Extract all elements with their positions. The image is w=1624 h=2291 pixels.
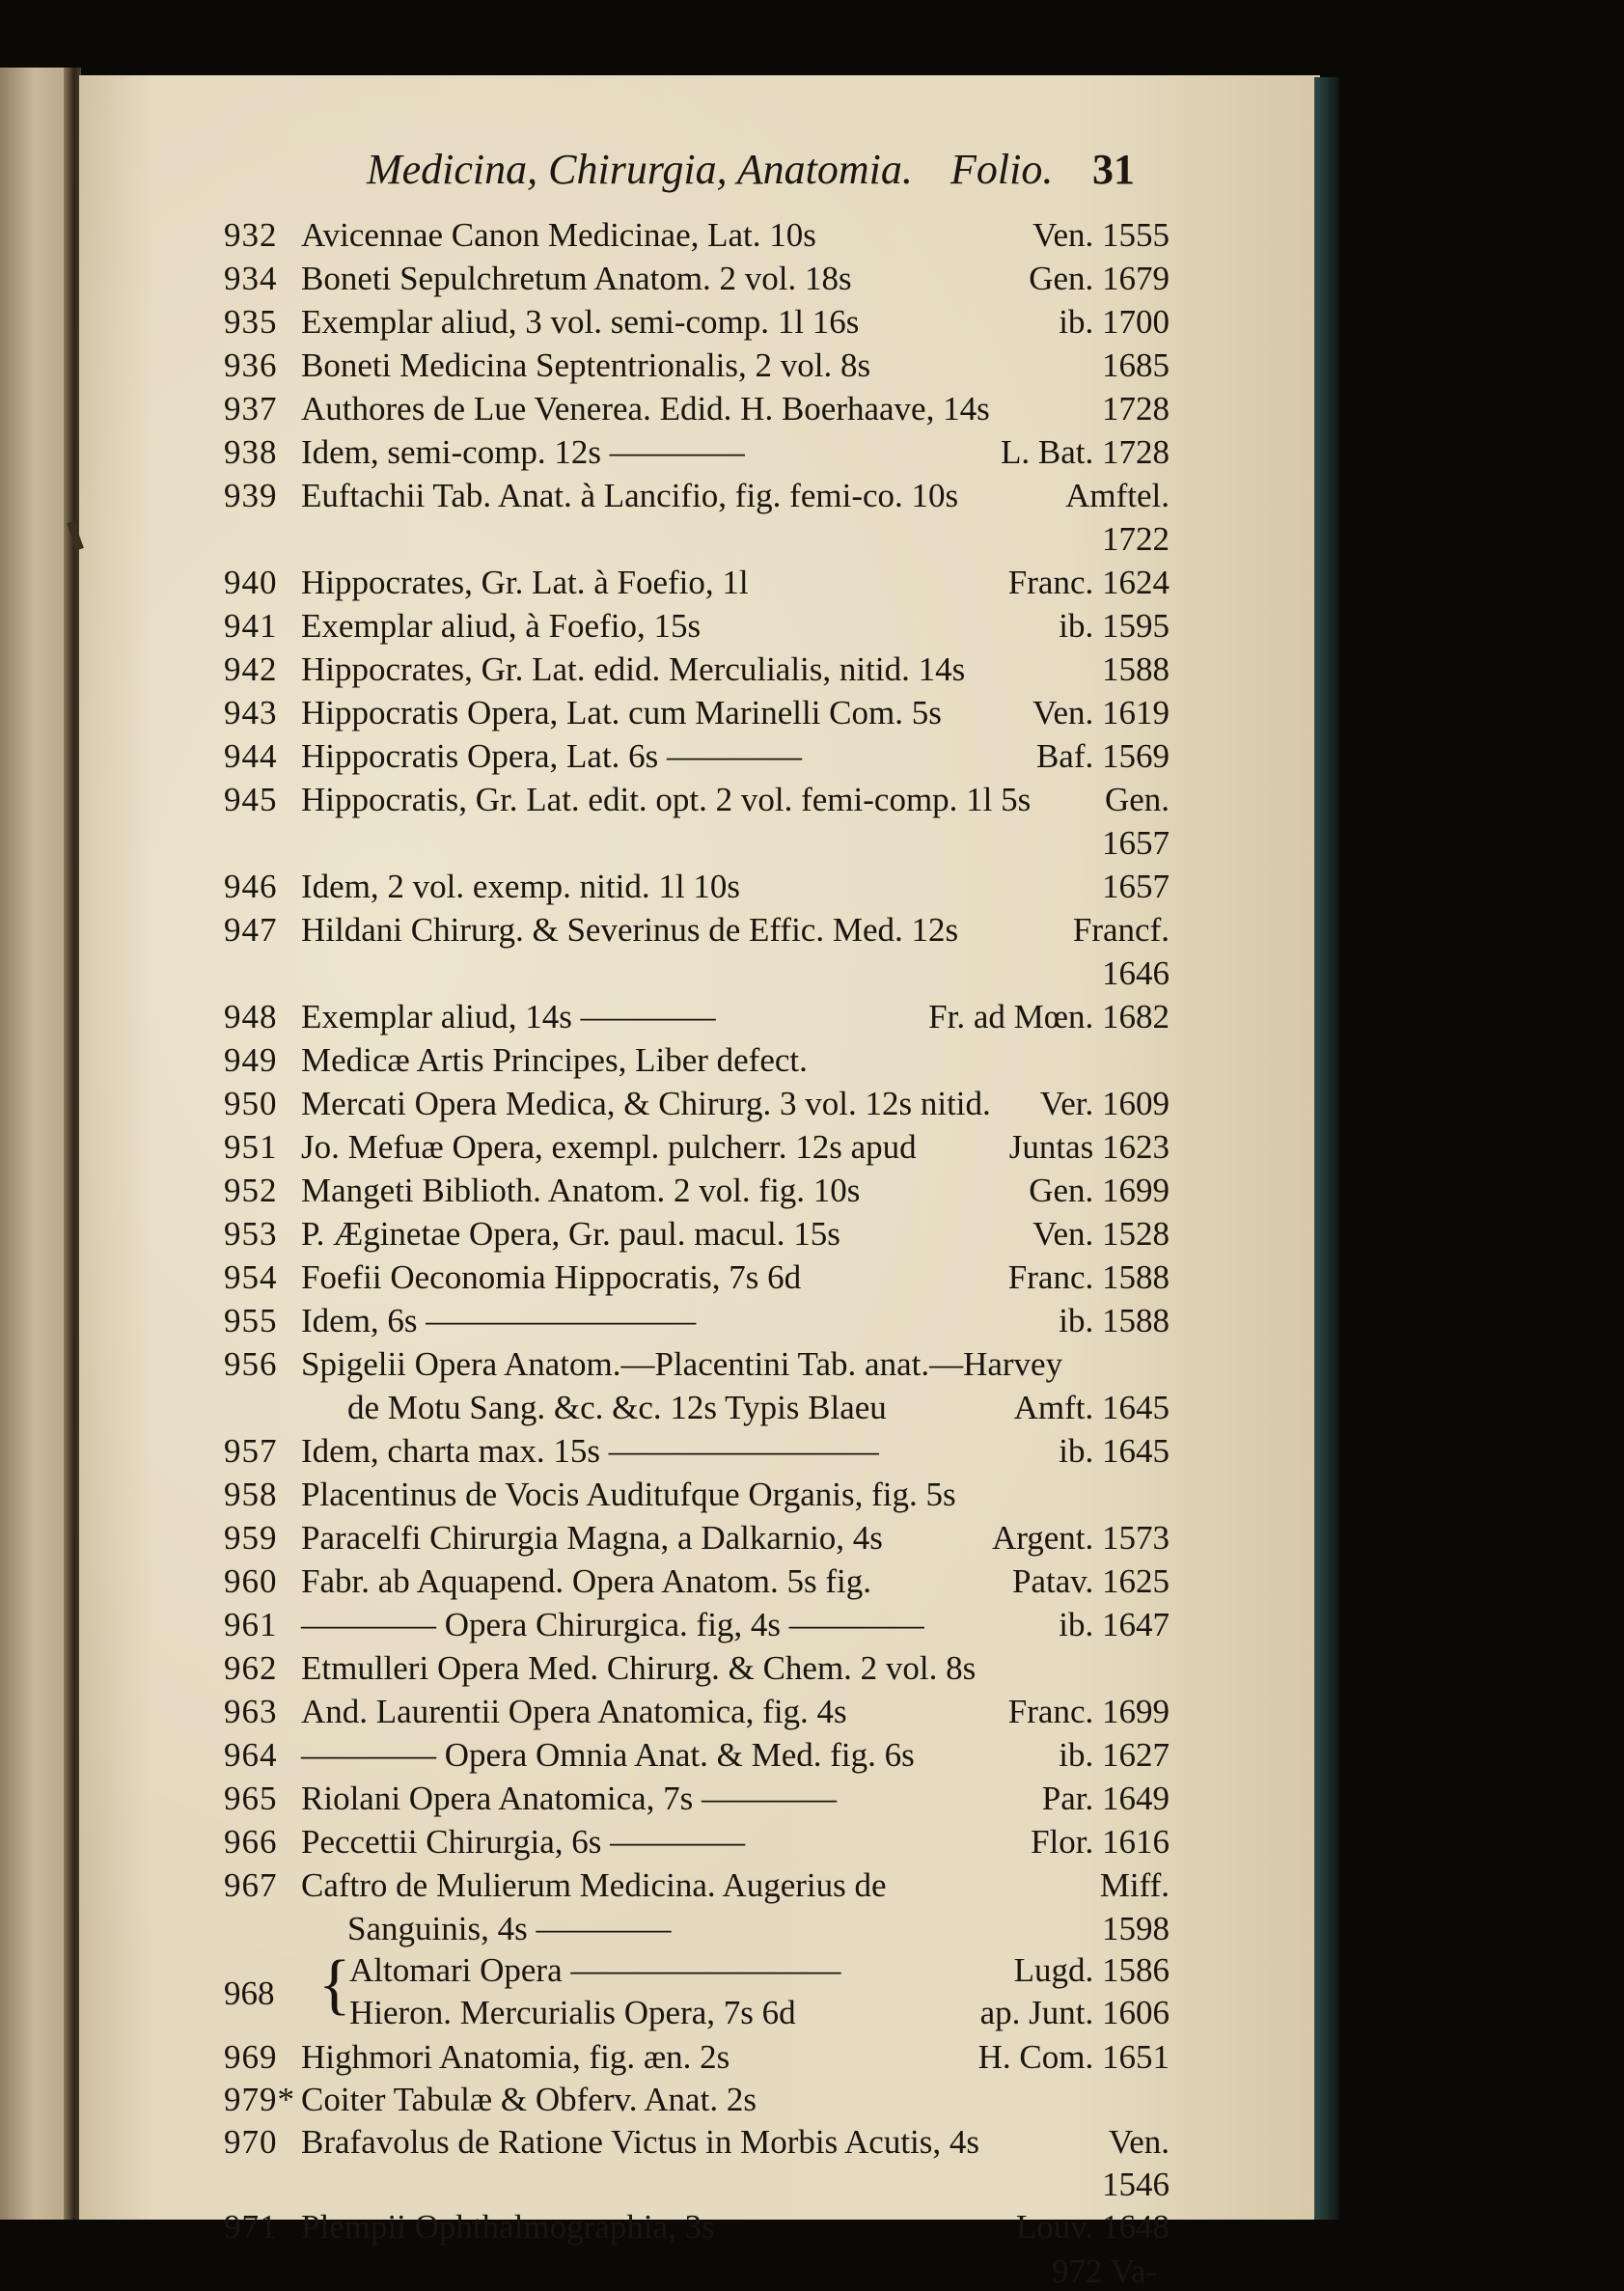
entry-text: Authores de Lue Venerea. Edid. H. Boerhaave, 14s — [301, 390, 990, 428]
entry-row — [224, 1560, 1170, 1603]
entry-imprint: Fr. ad Mœn. 1682 — [928, 998, 1170, 1035]
entry-text: Paracelfi Chirurgia Magna, a Dalkarnio, 4s — [301, 1519, 883, 1557]
entry-imprint: 1722 — [1102, 520, 1170, 558]
entry-number: 958 — [224, 1476, 278, 1513]
entry-text: And. Laurentii Opera Anatomica, fig. 4s — [301, 1693, 847, 1730]
entry-imprint: Gen. 1699 — [1029, 1172, 1170, 1209]
entry-row — [224, 2206, 1170, 2249]
entry-imprint: 1598 — [1102, 1910, 1170, 1947]
entry-row — [224, 214, 1170, 257]
entry-text: Medicæ Artis Principes, Liber defect. — [301, 1041, 808, 1079]
entry-imprint: ib. 1627 — [1059, 1736, 1170, 1774]
entry-number: 937 — [224, 390, 278, 428]
entry-imprint: Ver. 1609 — [1039, 1085, 1170, 1122]
entry-row — [224, 909, 1170, 952]
entry-number: 961 — [224, 1606, 278, 1643]
entry-imprint: ib. 1645 — [1059, 1432, 1170, 1470]
entry-number: 967 — [224, 1866, 278, 1904]
entry-text: Highmori Anatomia, fig. æn. 2s — [301, 2038, 730, 2076]
entry-row — [224, 2079, 1170, 2121]
entry-imprint: Ven. 1555 — [1032, 216, 1170, 254]
entry-text: Coiter Tabulæ & Obferv. Anat. 2s — [301, 2081, 757, 2118]
entry-text: Hippocratis Opera, Lat. cum Marinelli Com. 5s — [301, 694, 942, 731]
catchword: 972 Va- — [1052, 2252, 1158, 2290]
entry-number: 965 — [224, 1780, 278, 1817]
entry-text: Idem, 2 vol. exemp. nitid. 1l 10s — [301, 868, 740, 905]
entry-imprint: Louv. 1648 — [1015, 2208, 1170, 2246]
entry-text: ———— Opera Chirurgica. fig, 4s ———— — [301, 1606, 924, 1643]
entry-row — [224, 1300, 1170, 1342]
entry-text: Peccettii Chirurgia, 6s ———— — [301, 1823, 746, 1861]
entry-number: 953 — [224, 1215, 278, 1253]
entry-imprint: Gen. 1679 — [1029, 260, 1170, 297]
entry-number: 940 — [224, 564, 278, 601]
entry-number: 942 — [224, 650, 278, 688]
entry-imprint: Ven. 1619 — [1032, 694, 1170, 731]
entry-number: 959 — [224, 1519, 278, 1557]
running-header — [367, 145, 1264, 203]
entry-imprint: Lugd. 1586 — [1013, 1951, 1170, 1989]
entry-row — [224, 1170, 1170, 1212]
entry-text: Hippocratis Opera, Lat. 6s ———— — [301, 737, 803, 775]
entry-text: Fabr. ab Aquapend. Opera Anatom. 5s fig. — [301, 1562, 872, 1600]
entry-imprint: H. Com. 1651 — [977, 2038, 1170, 2076]
entry-number: 952 — [224, 1172, 278, 1209]
entry-number: 951 — [224, 1128, 278, 1166]
entry-row — [224, 1517, 1170, 1560]
entry-text: Plempii Ophthalmographia, 3s — [301, 2208, 715, 2246]
entry-text: Exemplar aliud, 3 vol. semi-comp. 1l 16s — [301, 303, 860, 341]
entry-row — [224, 649, 1170, 691]
entry-row — [224, 1256, 1170, 1299]
entry-text: P. Æginetae Opera, Gr. paul. macul. 15s — [301, 1215, 840, 1253]
entry-row — [224, 605, 1170, 648]
entry-imprint: Amft. 1645 — [1013, 1389, 1170, 1426]
entry-number: 957 — [224, 1432, 278, 1470]
entry-text: Mangeti Biblioth. Anatom. 2 vol. fig. 10s — [301, 1172, 861, 1209]
entry-text: Hildani Chirurg. & Severinus de Effic. Med. 12s — [301, 911, 959, 949]
entry-row — [224, 2121, 1170, 2164]
entry-row — [224, 1604, 1170, 1646]
entry-number: 943 — [224, 694, 278, 731]
entry-imprint: Francf. — [1072, 911, 1170, 949]
entry-row — [224, 1821, 1170, 1863]
entry-number: 963 — [224, 1693, 278, 1730]
entry-imprint: 1685 — [1102, 346, 1170, 384]
header-format: Folio. — [950, 146, 1054, 193]
entry-row — [224, 1213, 1170, 1256]
entry-text: Caftro de Mulierum Medicina. Augerius de — [301, 1866, 887, 1904]
entry-text: Placentinus de Vocis Auditufque Organis, fig. 5s — [301, 1476, 956, 1513]
entry-imprint: Juntas 1623 — [1008, 1128, 1170, 1166]
page-number: 31 — [1092, 146, 1135, 193]
entry-number: 969 — [224, 2038, 278, 2076]
entry-text: Jo. Mefuæ Opera, exempl. pulcherr. 12s apud — [301, 1128, 917, 1166]
entry-number: 971 — [224, 2208, 278, 2246]
entry-number: 964 — [224, 1736, 278, 1774]
entry-imprint: Patav. 1625 — [1012, 1562, 1170, 1600]
entry-text: Idem, charta max. 15s ———————— — [301, 1432, 879, 1470]
entry-number: 941 — [224, 607, 278, 645]
entry-text: Mercati Opera Medica, & Chirurg. 3 vol. 12s nitid. — [301, 1085, 991, 1122]
entry-text: Idem, 6s ———————— — [301, 1302, 697, 1339]
entry-row — [224, 1387, 1170, 1429]
entry-imprint: Flor. 1616 — [1031, 1823, 1170, 1861]
entry-imprint: 1546 — [1102, 2166, 1170, 2203]
entry-row — [224, 1908, 1170, 1950]
entry-text: Foefii Oeconomia Hippocratis, 7s 6d — [301, 1258, 802, 1296]
entry-text: Hippocrates, Gr. Lat. edid. Merculialis, nitid. 14s — [301, 650, 966, 688]
entry-text: Idem, semi-comp. 12s ———— — [301, 433, 745, 471]
entry-row — [224, 692, 1170, 734]
entry-number: 936 — [224, 346, 278, 384]
entry-text: Hippocrates, Gr. Lat. à Foefio, 1l — [301, 564, 749, 601]
entry-number: 960 — [224, 1562, 278, 1600]
entry-imprint: Franc. 1699 — [1007, 1693, 1170, 1730]
entry-imprint: Franc. 1588 — [1007, 1258, 1170, 1296]
entry-row — [224, 2036, 1170, 2079]
entry-row — [224, 1647, 1170, 1690]
entry-row — [224, 258, 1170, 300]
entry-number: 935 — [224, 303, 278, 341]
entry-row — [224, 1474, 1170, 1516]
entry-row — [224, 1039, 1170, 1082]
curly-brace: { — [318, 1947, 351, 2022]
entry-text: Euftachii Tab. Anat. à Lancifio, fig. femi-co. 10s — [301, 477, 959, 514]
entry-number: 944 — [224, 737, 278, 775]
entry-imprint: Franc. 1624 — [1007, 564, 1170, 601]
entry-imprint: Baf. 1569 — [1035, 737, 1170, 775]
entry-row — [224, 1430, 1170, 1473]
entry-number: 979* — [224, 2081, 295, 2118]
entry-imprint: Par. 1649 — [1041, 1780, 1170, 1817]
entry-row — [224, 301, 1170, 344]
entry-row — [224, 1734, 1170, 1777]
entry-number: 970 — [224, 2123, 278, 2161]
entry-imprint: 1657 — [1102, 868, 1170, 905]
entry-row — [224, 952, 1170, 995]
entry-text: Brafavolus de Ratione Victus in Morbis Acutis, 4s — [301, 2123, 980, 2161]
entry-row — [224, 1864, 1170, 1907]
header-title: Medicina, Chirurgia, Anatomia. — [367, 146, 913, 193]
entry-imprint: L. Bat. 1728 — [1001, 433, 1170, 471]
entry-imprint: Gen. — [1104, 781, 1170, 818]
entry-imprint: Amftel. — [1065, 477, 1170, 514]
entry-row — [224, 1343, 1170, 1386]
entry-number: 934 — [224, 260, 278, 297]
entry-imprint: ib. 1700 — [1059, 303, 1170, 341]
entry-imprint: ib. 1647 — [1059, 1606, 1170, 1643]
entry-row — [224, 996, 1170, 1038]
entry-row — [224, 475, 1170, 517]
book-cover-edge — [1314, 77, 1339, 2220]
entry-row — [224, 866, 1170, 908]
entry-text: Exemplar aliud, 14s ———— — [301, 998, 716, 1035]
entry-number: 932 — [224, 216, 278, 254]
entry-row — [224, 1778, 1170, 1820]
entry-row — [224, 1083, 1170, 1125]
entry-imprint: ib. 1595 — [1059, 607, 1170, 645]
entry-number: 954 — [224, 1258, 278, 1296]
entry-imprint: 1646 — [1102, 954, 1170, 992]
entry-text: Etmulleri Opera Med. Chirurg. & Chem. 2 vol. 8s — [301, 1649, 977, 1687]
entry-number: 938 — [224, 433, 278, 471]
entry-text: Spigelii Opera Anatom.—Placentini Tab. anat.—Harvey — [301, 1345, 1063, 1383]
entry-number: 968 — [224, 1974, 275, 2012]
entry-text: Hippocratis, Gr. Lat. edit. opt. 2 vol. femi-comp. 1l 5s — [301, 781, 1032, 818]
entry-number: 955 — [224, 1302, 278, 1339]
entry-number: 945 — [224, 781, 278, 818]
entry-row — [224, 562, 1170, 604]
entry-row — [224, 822, 1170, 865]
bracketed-entry — [224, 1949, 1170, 2036]
entry-text: Avicennae Canon Medicinae, Lat. 10s — [301, 216, 816, 254]
entry-imprint: 1657 — [1102, 824, 1170, 862]
entry-text: Altomari Opera ———————— — [349, 1951, 841, 1989]
entry-text: Hieron. Mercurialis Opera, 7s 6d — [349, 1994, 796, 2031]
entry-number: 949 — [224, 1041, 278, 1079]
entry-row — [224, 345, 1170, 387]
entry-row — [224, 518, 1170, 561]
entry-text: Riolani Opera Anatomica, 7s ———— — [301, 1780, 838, 1817]
entry-row — [224, 1691, 1170, 1733]
entry-row — [224, 431, 1170, 474]
entry-imprint: 1728 — [1102, 390, 1170, 428]
entry-text: Boneti Sepulchretum Anatom. 2 vol. 18s — [301, 260, 852, 297]
entry-row — [224, 2164, 1170, 2206]
entry-text: de Motu Sang. &c. &c. 12s Typis Blaeu — [347, 1389, 887, 1426]
entry-imprint: ib. 1588 — [1059, 1302, 1170, 1339]
entry-row — [224, 1126, 1170, 1169]
entry-number: 939 — [224, 477, 278, 514]
entry-imprint: Ven. — [1108, 2123, 1170, 2161]
entry-row — [224, 779, 1170, 821]
entry-text: Boneti Medicina Septentrionalis, 2 vol. 8s — [301, 346, 871, 384]
entry-number: 966 — [224, 1823, 278, 1861]
entry-number: 948 — [224, 998, 278, 1035]
entry-imprint: Miff. — [1099, 1866, 1170, 1904]
entry-row — [224, 388, 1170, 430]
entry-number: 946 — [224, 868, 278, 905]
entry-row — [224, 735, 1170, 778]
entry-number: 962 — [224, 1649, 278, 1687]
entry-text: Sanguinis, 4s ———— — [347, 1910, 672, 1947]
entry-imprint: Ven. 1528 — [1032, 1215, 1170, 1253]
entry-text: Exemplar aliud, à Foefio, 15s — [301, 607, 702, 645]
entry-imprint: 1588 — [1102, 650, 1170, 688]
entry-number: 956 — [224, 1345, 278, 1383]
entry-number: 950 — [224, 1085, 278, 1122]
entry-imprint: ap. Junt. 1606 — [979, 1994, 1170, 2031]
entry-number: 947 — [224, 911, 278, 949]
entry-imprint: Argent. 1573 — [991, 1519, 1170, 1557]
entry-text: ———— Opera Omnia Anat. & Med. fig. 6s — [301, 1736, 915, 1774]
